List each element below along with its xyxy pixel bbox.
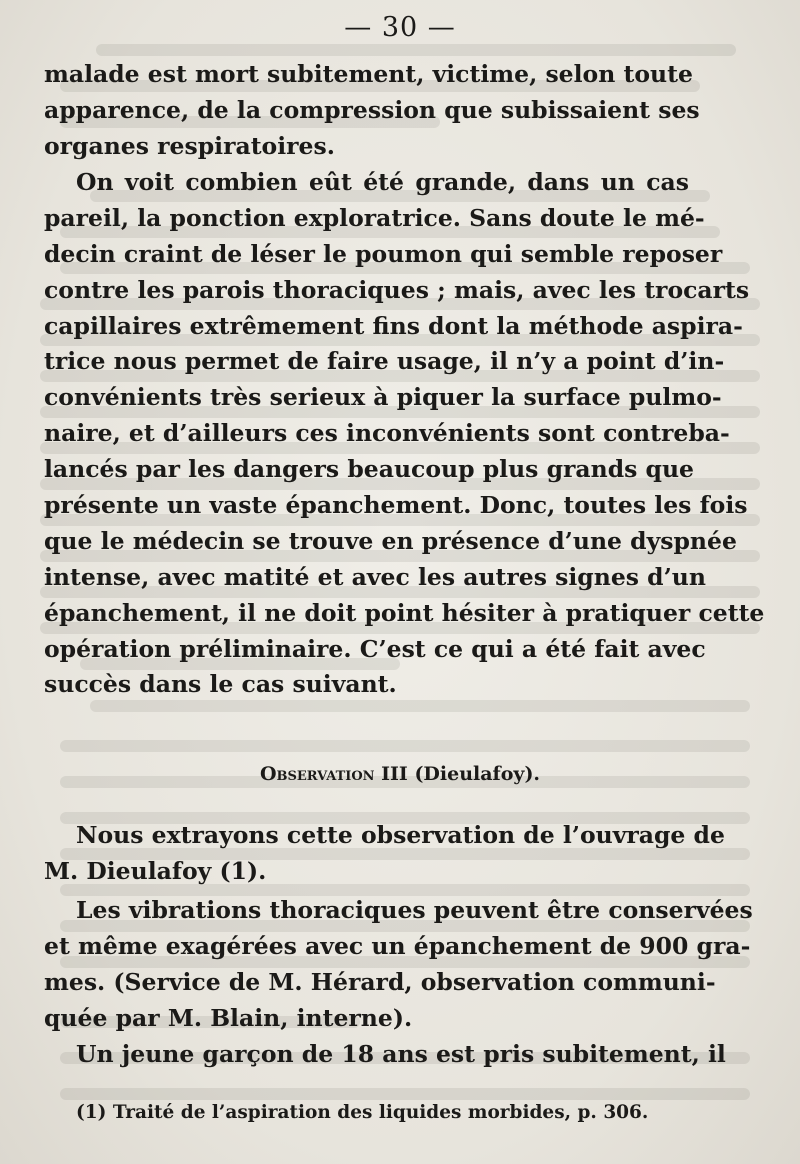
section-heading	[0, 763, 800, 785]
text-line: decin craint de léser le poumon qui semble reposer	[44, 239, 723, 268]
footnote: (1) Traité de l’aspiration des liquides morbides, p. 306.	[76, 1102, 649, 1123]
text-line: trice nous permet de faire usage, il n’y a point d’in-	[44, 347, 725, 376]
paragraph-1	[44, 57, 700, 165]
text-line: opération préliminaire. C’est ce qui a été fait avec	[44, 634, 706, 663]
text-line: pareil, la ponction exploratrice. Sans doute le mé-	[44, 203, 705, 232]
text-line: Nous extrayons cette observation de l’ouvrage de	[76, 821, 725, 849]
text-line: On voit combien eût été grande, dans un cas	[76, 168, 689, 196]
text-line: et même exagérées avec un épanchement de 900 gra-	[44, 931, 751, 960]
paragraph-3	[44, 818, 725, 890]
text-line: contre les parois thoraciques ; mais, avec les trocarts	[44, 275, 750, 304]
text-line: capillaires extrêmement fins dont la méthode aspira-	[44, 311, 743, 340]
text-line: apparence, de la compression que subissaient ses	[44, 95, 700, 124]
text-line: Les vibrations thoraciques peuvent être conservées	[76, 896, 753, 924]
text-line: naire, et d’ailleurs ces inconvénients sont contreba-	[44, 419, 730, 448]
text-line: épanchement, il ne doit point hésiter à pratiquer cette	[44, 598, 765, 627]
text-line: organes respiratoires.	[44, 131, 335, 160]
text-line: intense, avec matité et avec les autres signes d’un	[44, 562, 706, 591]
paragraph-4	[44, 893, 753, 1037]
text-line: malade est mort subitement, victime, selon toute	[44, 60, 693, 88]
section-heading-author: (Dieulafoy).	[414, 763, 541, 785]
paragraph-2	[44, 165, 765, 703]
page-number: — 30 —	[344, 12, 456, 43]
text-line: quée par M. Blain, interne).	[44, 1003, 413, 1032]
text-line: mes. (Service de M. Hérard, observation communi-	[44, 967, 716, 996]
text-line: convénients très serieux à piquer la surface pulmo-	[44, 383, 722, 412]
text-line: présente un vaste épanchement. Donc, toutes les fois	[44, 491, 748, 520]
text-line: Un jeune garçon de 18 ans est pris subitement, il	[76, 1040, 726, 1068]
paragraph-5	[44, 1037, 726, 1073]
section-heading-label: Observation III	[259, 763, 408, 785]
text-line: que le médecin se trouve en présence d’une dyspnée	[44, 526, 737, 555]
text-line: succès dans le cas suivant.	[44, 670, 397, 699]
text-line: M. Dieulafoy (1).	[44, 856, 267, 885]
text-line: lancés par les dangers beaucoup plus grands que	[44, 455, 695, 484]
